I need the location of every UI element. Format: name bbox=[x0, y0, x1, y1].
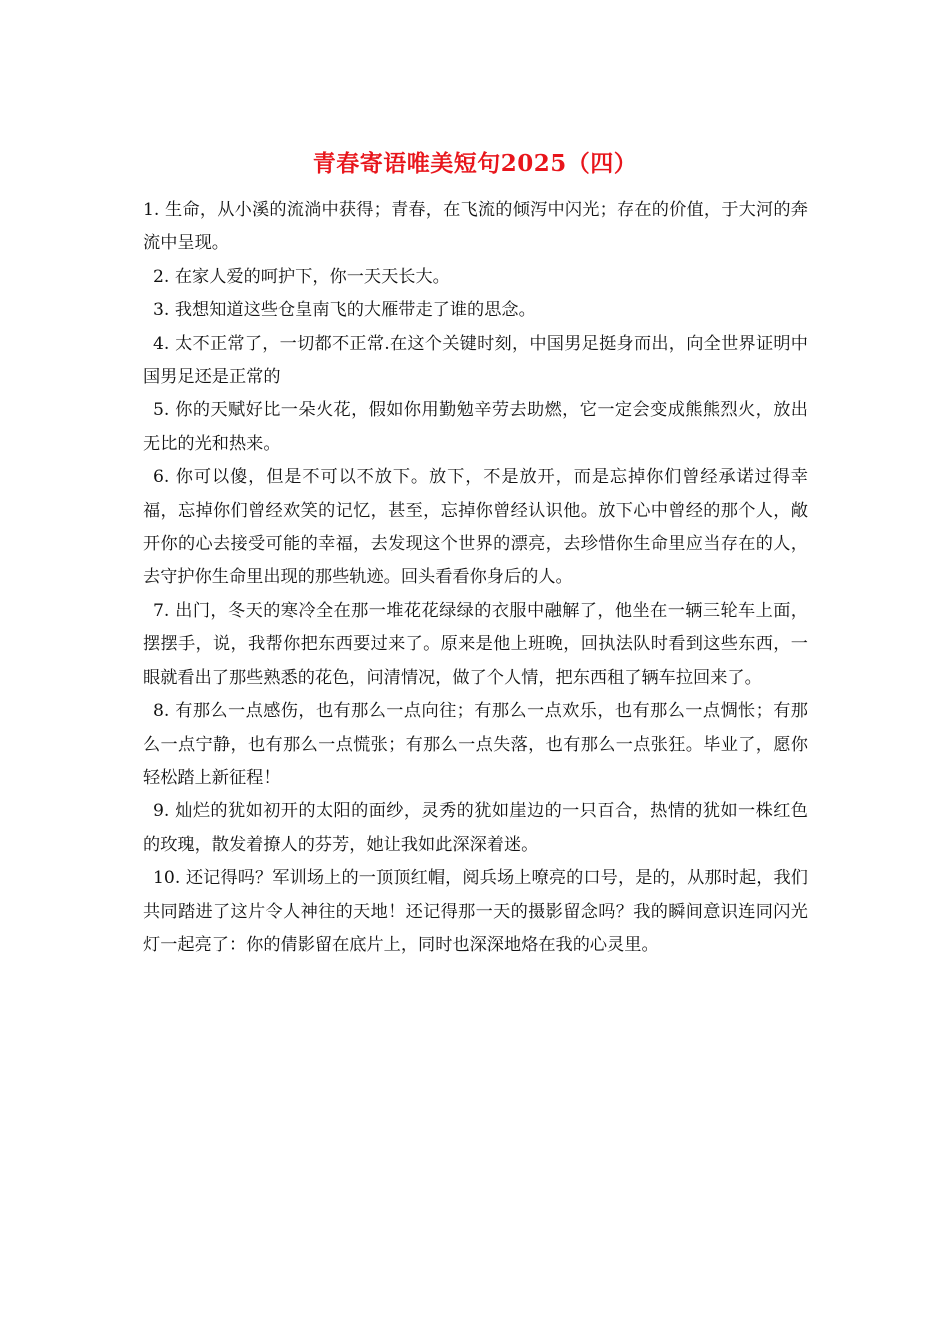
list-item: 7. 出门，冬天的寒冷全在那一堆花花绿绿的衣服中融解了，他坐在一辆三轮车上面，摆摆手，说，我帮你把东西要过来了。原来是他上班晚，回执法队时看到这些东西，一眼就看出了那些熟悉的花色，问清情况，做了个人情，把东西租了辆车拉回来了。 bbox=[143, 600, 808, 688]
list-item: 2. 在家人爱的呵护下，你一天天长大。 bbox=[153, 266, 450, 287]
list-item: 10. 还记得吗？军训场上的一顶顶红帽，阅兵场上嘹亮的口号，是的，从那时起，我们共同踏进了这片令人神往的天地！还记得那一天的摄影留念吗？我的瞬间意识连同闪光灯一起亮了：你的倩影留在底片上，同时也深深地烙在我的心灵里。 bbox=[143, 868, 808, 955]
list-item: 4. 太不正常了，一切都不正常.在这个关键时刻，中国男足挺身而出，向全世界证明中国男足还是正常的 bbox=[143, 333, 808, 388]
document-body bbox=[143, 194, 808, 962]
list-item: 1. 生命，从小溪的流淌中获得；青春，在飞流的倾泻中闪光；存在的价值，于大河的奔流中呈现。 bbox=[143, 200, 808, 254]
document-title: 青春寄语唯美短句2025（四） bbox=[312, 150, 638, 177]
list-item: 9. 灿烂的犹如初开的太阳的面纱，灵秀的犹如崖边的一只百合，热情的犹如一株红色的玫瑰，散发着撩人的芬芳，她让我如此深深着迷。 bbox=[143, 801, 808, 855]
list-item: 6. 你可以傻，但是不可以不放下。放下，不是放开，而是忘掉你们曾经承诺过得幸福，忘掉你们曾经欢笑的记忆，甚至，忘掉你曾经认识他。放下心中曾经的那个人，敞开你的心去接受可能的幸福，去发现这个世界的漂亮，去珍惜你生命里应当存在的人，去守护你生命里出现的那些轨迹。回头看看你身后的人。 bbox=[143, 467, 808, 588]
list-item: 3. 我想知道这些仓皇南飞的大雁带走了谁的思念。 bbox=[153, 300, 536, 321]
list-item: 5. 你的天赋好比一朵火花，假如你用勤勉辛劳去助燃，它一定会变成熊熊烈火，放出无比的光和热来。 bbox=[143, 400, 808, 454]
list-item: 8. 有那么一点感伤，也有那么一点向往；有那么一点欢乐，也有那么一点惆怅；有那么一点宁静，也有那么一点慌张；有那么一点失落，也有那么一点张狂。毕业了，愿你轻松踏上新征程！ bbox=[143, 701, 808, 788]
